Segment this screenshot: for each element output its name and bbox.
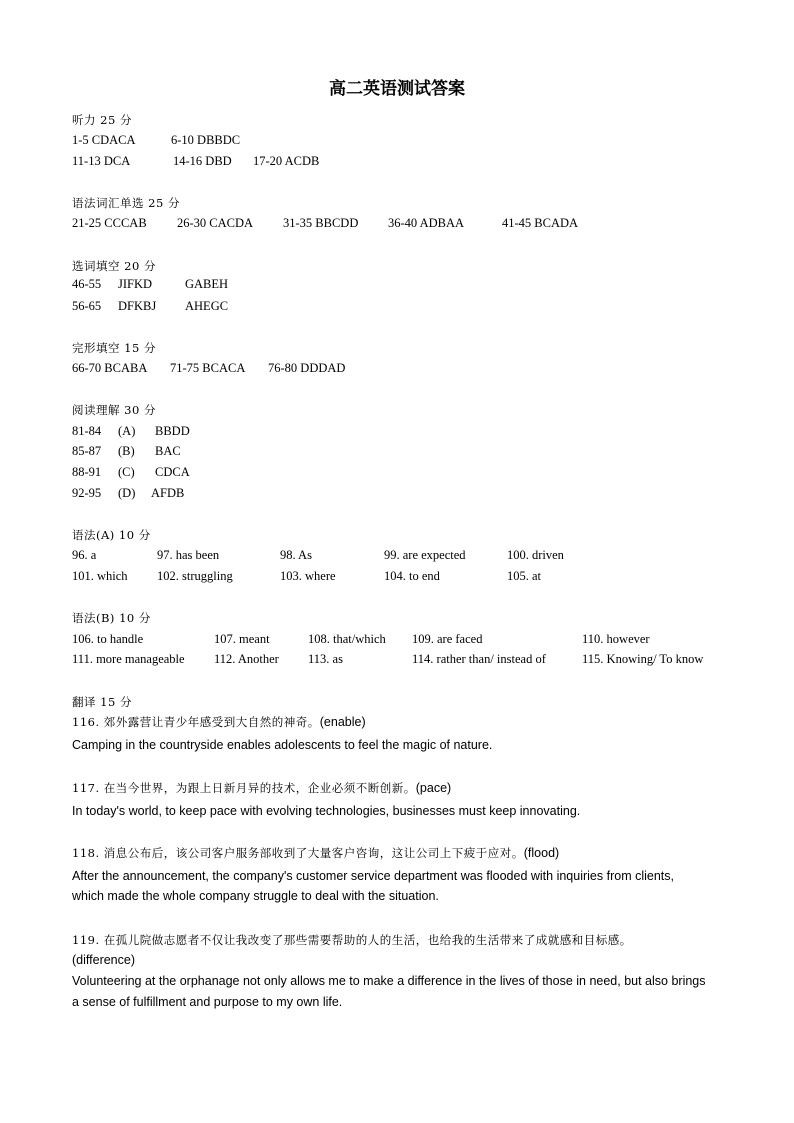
answer-item: 105. at — [507, 569, 542, 583]
answer-item: 101. which — [72, 569, 128, 583]
section-header-listening: 听力 25 分 — [72, 113, 132, 127]
answer-group: 41-45 BCADA — [502, 216, 579, 230]
answer-item: 98. As — [280, 548, 312, 562]
passage-label: (B) — [118, 444, 135, 458]
question-text: 117. 在当今世界，为跟上日新月异的技术，企业必须不断创新。 — [72, 781, 416, 795]
answer-item: 97. has been — [157, 548, 220, 562]
answer-group: 14-16 DBD — [173, 154, 232, 168]
section-header-cloze: 完形填空 15 分 — [72, 341, 156, 355]
section-header-reading: 阅读理解 30 分 — [72, 403, 156, 417]
translation-answer: which made the whole company struggle to deal with the situation. — [72, 889, 439, 903]
answer-group: 26-30 CACDA — [177, 216, 254, 230]
answer-item: 106. to handle — [72, 632, 144, 646]
keyword: (pace) — [415, 781, 452, 795]
answer-group: AHEGC — [185, 299, 229, 313]
answer-group: 1-5 CDACA — [72, 133, 136, 147]
answer-item: 110. however — [582, 632, 650, 646]
answer-item: 107. meant — [214, 632, 270, 646]
section-header-grammar-vocab: 语法词汇单选 25 分 — [72, 196, 180, 210]
passage-label: (D) — [118, 486, 136, 500]
answer-item: 102. struggling — [157, 569, 233, 583]
answer-group: 11-13 DCA — [72, 154, 131, 168]
answer-item: 100. driven — [507, 548, 564, 562]
answer-group: 21-25 CCCAB — [72, 216, 147, 230]
answer-group: 17-20 ACDB — [253, 154, 320, 168]
answer-item: 114. rather than/ instead of — [412, 652, 546, 666]
answer-group: BAC — [155, 444, 181, 458]
translation-answer: Camping in the countryside enables adolescents to feel the magic of nature. — [72, 738, 493, 752]
answer-group: JIFKD — [118, 277, 153, 291]
answer-group: CDCA — [155, 465, 190, 479]
page-title: 高二英语测试答案 — [329, 79, 465, 99]
question-text: 116. 郊外露营让青少年感受到大自然的神奇。 — [72, 715, 320, 729]
section-header-grammar-a: 语法(A) 10 分 — [72, 528, 151, 542]
translation-question — [72, 845, 559, 861]
answer-item: 112. Another — [214, 652, 279, 666]
answer-group: 6-10 DBBDC — [171, 133, 241, 147]
answer-group: BBDD — [155, 424, 190, 438]
answer-range: 46-55 — [72, 277, 102, 291]
answer-group: 76-80 DDDAD — [268, 361, 346, 375]
section-header-grammar-b: 语法(B) 10 分 — [72, 611, 151, 625]
translation-answer: After the announcement, the company's customer service department was flooded with inquiries from clients, — [72, 869, 674, 883]
answer-group: 66-70 BCABA — [72, 361, 148, 375]
answer-item: 109. are faced — [412, 632, 483, 646]
answer-item: 99. are expected — [384, 548, 466, 562]
translation-answer: a sense of fulfillment and purpose to my own life. — [72, 995, 343, 1009]
answer-group: 71-75 BCACA — [170, 361, 246, 375]
question-text: 119. 在孤儿院做志愿者不仅让我改变了那些需要帮助的人的生活，也给我的生活带来了成就感和目标感。 — [72, 933, 632, 947]
answer-group: DFKBJ — [118, 299, 157, 313]
keyword: (flood) — [523, 846, 560, 860]
translation-question — [72, 780, 451, 796]
answer-item: 96. a — [72, 548, 97, 562]
passage-label: (C) — [118, 465, 135, 479]
keyword: (difference) — [72, 953, 135, 967]
answer-range: 81-84 — [72, 424, 102, 438]
answer-range: 92-95 — [72, 486, 102, 500]
section-header-translation: 翻译 15 分 — [72, 695, 132, 709]
answer-item: 104. to end — [384, 569, 440, 583]
translation-answer: Volunteering at the orphanage not only allows me to make a difference in the lives of those in need, but also brings — [72, 974, 706, 988]
answer-group: 36-40 ADBAA — [388, 216, 465, 230]
answer-group: GABEH — [185, 277, 229, 291]
keyword: (enable) — [319, 715, 366, 729]
translation-question — [72, 714, 366, 730]
answer-range: 85-87 — [72, 444, 102, 458]
answer-item: 103. where — [280, 569, 336, 583]
question-text: 118. 消息公布后，该公司客户服务部收到了大量客户咨询，这让公司上下疲于应对。 — [72, 846, 524, 860]
answer-group: 31-35 BBCDD — [283, 216, 359, 230]
passage-label: (A) — [118, 424, 136, 438]
answer-group: AFDB — [151, 486, 185, 500]
answer-item: 115. Knowing/ To know — [582, 652, 704, 666]
answer-range: 88-91 — [72, 465, 102, 479]
answer-item: 108. that/which — [308, 632, 386, 646]
section-header-word-fill: 选词填空 20 分 — [72, 259, 156, 273]
answer-item: 111. more manageable — [72, 652, 185, 666]
answer-item: 113. as — [308, 652, 343, 666]
translation-answer: In today's world, to keep pace with evolving technologies, businesses must keep innovating. — [72, 804, 581, 818]
answer-range: 56-65 — [72, 299, 102, 313]
